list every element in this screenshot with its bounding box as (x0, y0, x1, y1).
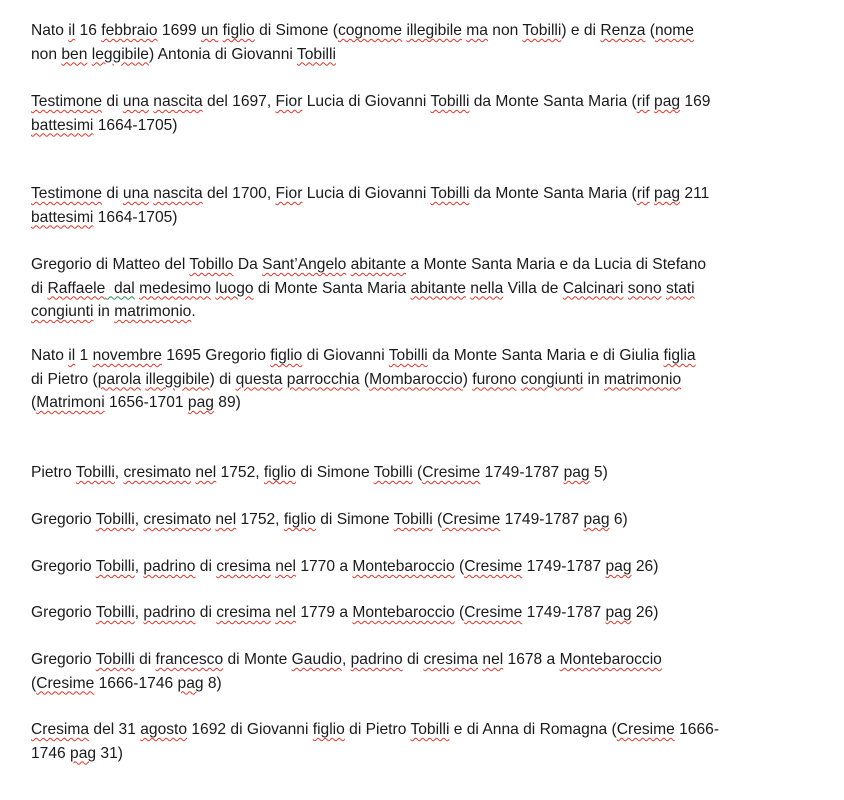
paragraph (31, 718, 821, 765)
paragraph (31, 508, 821, 532)
spelling-mark: cresimato (123, 464, 192, 481)
text-line: (Matrimoni 1656-1701 pag 89) (31, 394, 241, 411)
spelling-mark: matrimonio (604, 370, 682, 388)
text-line: non ben leggibile) Antonia di Giovanni Tobilli (31, 45, 336, 63)
paragraph (31, 90, 821, 137)
text-line: Nato il 16 febbraio 1699 un figlio di Simone (cognome illegibile ma non Tobilli) e di Renza (nome (31, 22, 694, 39)
spelling-mark: nella (470, 279, 504, 297)
spelling-mark: pag (583, 511, 610, 528)
spelling-mark: Renza (600, 22, 646, 39)
text-line: Pietro Tobilli, cresimato nel 1752, figlio di Simone Tobilli (Cresime 1749-1787 pag 5) (31, 464, 608, 481)
spelling-mark: nascita (153, 185, 203, 202)
spelling-mark: Fior (275, 185, 303, 202)
spelling-mark: Montebaroccio (352, 604, 455, 621)
text-line: di Pietro (parola illeggibile) di questa parrocchia (Mombaroccio) furono congiunti in matrimonio (31, 370, 682, 388)
spelling-mark: figlio (312, 721, 345, 738)
spelling-mark: matrimonio (114, 303, 192, 320)
spelling-mark: Testimone (31, 185, 103, 202)
text-line: Testimone di una nascita del 1697, Fior Lucia di Giovanni Tobilli da Monte Santa Maria (rif pag 169 (31, 93, 711, 110)
spelling-mark: Tobilli (75, 464, 115, 481)
text-line: Gregorio Tobilli, padrino di cresima nel 1779 a Montebaroccio (Cresime 1749-1787 pag 26) (31, 604, 659, 621)
spelling-mark: cresima (216, 558, 271, 575)
spelling-mark: Tobilli (522, 22, 562, 39)
grammar-mark: dal (105, 279, 135, 297)
spelling-mark: pag (563, 464, 590, 481)
spelling-mark: nascita (153, 93, 203, 110)
spelling-mark: luogo (215, 279, 254, 297)
spelling-mark: padrino (143, 558, 196, 575)
spelling-mark: Montebaroccio (559, 651, 662, 668)
paragraph (31, 648, 821, 695)
spelling-mark: pag (654, 93, 681, 110)
spelling-mark: il (68, 22, 76, 39)
spelling-mark: Tobilli (373, 464, 413, 481)
spelling-mark: congiunti (520, 370, 584, 388)
spelling-mark: rif (636, 93, 650, 110)
spelling-mark: Cresime (36, 674, 95, 692)
spelling-mark: rif (636, 185, 650, 202)
spelling-mark: pag (177, 674, 204, 692)
spelling-mark: Cresime (616, 721, 675, 738)
paragraph (31, 461, 821, 485)
spelling-mark: Tobilli (95, 604, 135, 621)
text-line: Gregorio Tobilli, cresimato nel 1752, figlio di Simone Tobilli (Cresime 1749-1787 pag 6) (31, 511, 628, 528)
spelling-mark: figlio (222, 22, 255, 39)
spelling-mark: un (200, 22, 219, 39)
spelling-mark: Testimone (31, 93, 103, 110)
spelling-mark: padrino (350, 651, 403, 668)
spelling-mark: Fior (275, 93, 303, 110)
spelling-mark: questa (235, 370, 283, 388)
spelling-mark: figlia (663, 347, 696, 364)
spelling-mark: Tobilli (296, 45, 336, 63)
text-line: Gregorio Tobilli di francesco di Monte Gaudio, padrino di cresima nel 1678 a Montebaroccio (31, 651, 662, 668)
spelling-mark: Tobilli (410, 721, 450, 738)
text-line: (Cresime 1666-1746 pag 8) (31, 674, 222, 692)
spelling-mark: Cresime (464, 558, 523, 575)
spelling-mark: pag (654, 185, 681, 202)
text-line: congiunti in matrimonio. (31, 303, 196, 320)
spelling-mark: pag (187, 394, 214, 411)
spelling-mark: Cresime (464, 604, 523, 621)
spelling-mark: Tobilli (393, 511, 433, 528)
paragraph (31, 253, 821, 324)
spelling-mark: Tobilli (95, 511, 135, 528)
spelling-mark: Tobillo (189, 256, 234, 273)
spelling-mark: Tobilli (430, 93, 470, 110)
spelling-mark: parola (97, 370, 142, 388)
paragraph (31, 601, 821, 625)
spelling-mark: Montebaroccio (352, 558, 455, 575)
spelling-mark: figlio (283, 511, 316, 528)
spelling-mark: abitante (410, 279, 466, 297)
paragraph (31, 555, 821, 579)
spelling-mark: Mombaroccio (369, 370, 463, 388)
spelling-mark: nel (275, 558, 296, 575)
spelling-mark: congiunti (31, 303, 94, 320)
spelling-mark: parrocchia (286, 370, 360, 388)
spelling-mark: Cresime (442, 511, 501, 528)
spelling-mark: medesimo (139, 279, 212, 297)
spelling-mark: Raffaele (47, 279, 106, 297)
spelling-mark: battesimi (31, 208, 94, 226)
spelling-mark: ben (61, 45, 88, 63)
spelling-mark: novembre (92, 347, 162, 364)
spelling-mark: nel (275, 604, 296, 621)
spelling-mark: illeggibile (145, 370, 210, 388)
spelling-mark: cognome (337, 22, 403, 39)
spelling-mark: pag (70, 744, 97, 762)
spelling-mark: una (122, 93, 149, 110)
spelling-mark: Tobilli (430, 185, 470, 202)
spelling-mark: figlio (263, 464, 296, 481)
text-line: di Raffaele dal medesimo luogo di Monte Santa Maria abitante nella Villa de Calcinari sono stati (31, 279, 695, 297)
spelling-mark: Calcinari (562, 279, 624, 297)
spelling-mark: Tobilli (95, 651, 135, 668)
spelling-mark: furono (472, 370, 517, 388)
spelling-mark: nel (215, 511, 237, 528)
text-line: Testimone di una nascita del 1700, Fior Lucia di Giovanni Tobilli da Monte Santa Maria (rif pag 211 (31, 185, 710, 202)
paragraph (31, 344, 821, 415)
text-line: 1746 pag 31) (31, 744, 123, 762)
spelling-mark: una (122, 185, 149, 202)
spelling-mark: il (68, 347, 76, 364)
spelling-mark: stati (665, 279, 695, 297)
text-line: Nato il 1 novembre 1695 Gregorio figlio di Giovanni Tobilli da Monte Santa Maria e di Giulia figlia (31, 347, 696, 364)
paragraph (31, 182, 821, 229)
spelling-mark: Tobilli (95, 558, 135, 575)
spelling-mark: Matrimoni (36, 394, 105, 411)
spelling-mark: sono (627, 279, 662, 297)
spelling-mark: Gaudio (291, 651, 342, 668)
spelling-mark: febbraio (101, 22, 158, 39)
spelling-mark: padrino (143, 604, 196, 621)
spelling-mark: nome (654, 22, 694, 39)
spelling-mark: Cresime (422, 464, 481, 481)
spelling-mark: leggibile (91, 45, 149, 63)
spelling-mark: cresima (423, 651, 479, 668)
spelling-mark: nel (482, 651, 504, 668)
text-line: Gregorio di Matteo del Tobillo Da Sant’Angelo abitante a Monte Santa Maria e da Lucia di Stefano (31, 256, 707, 273)
spelling-mark: cresimato (143, 511, 211, 528)
spelling-mark: illegibile (406, 22, 462, 39)
spelling-mark: pag (605, 604, 632, 621)
text-line: battesimi 1664-1705) (31, 116, 178, 134)
spelling-mark: agosto (140, 721, 188, 738)
text-line: Cresima del 31 agosto 1692 di Giovanni figlio di Pietro Tobilli e di Anna di Romagna (Cresime 1666- (31, 721, 720, 738)
spelling-mark: cresima (216, 604, 271, 621)
spelling-mark: Tobilli (388, 347, 428, 364)
spelling-mark: nel (195, 464, 217, 481)
text-line: battesimi 1664-1705) (31, 208, 178, 226)
spelling-mark: pag (605, 558, 632, 575)
paragraph (31, 19, 821, 66)
spelling-mark: figlio (270, 347, 303, 364)
spelling-mark: abitante (350, 256, 407, 273)
spelling-mark: Sant’Angelo (262, 256, 347, 273)
text-line: Gregorio Tobilli, padrino di cresima nel 1770 a Montebaroccio (Cresime 1749-1787 pag 26) (31, 558, 659, 575)
spelling-mark: battesimi (31, 116, 94, 134)
spelling-mark: Cresima (31, 721, 90, 738)
spelling-mark: ma (466, 22, 488, 39)
spelling-mark: francesco (155, 651, 224, 668)
